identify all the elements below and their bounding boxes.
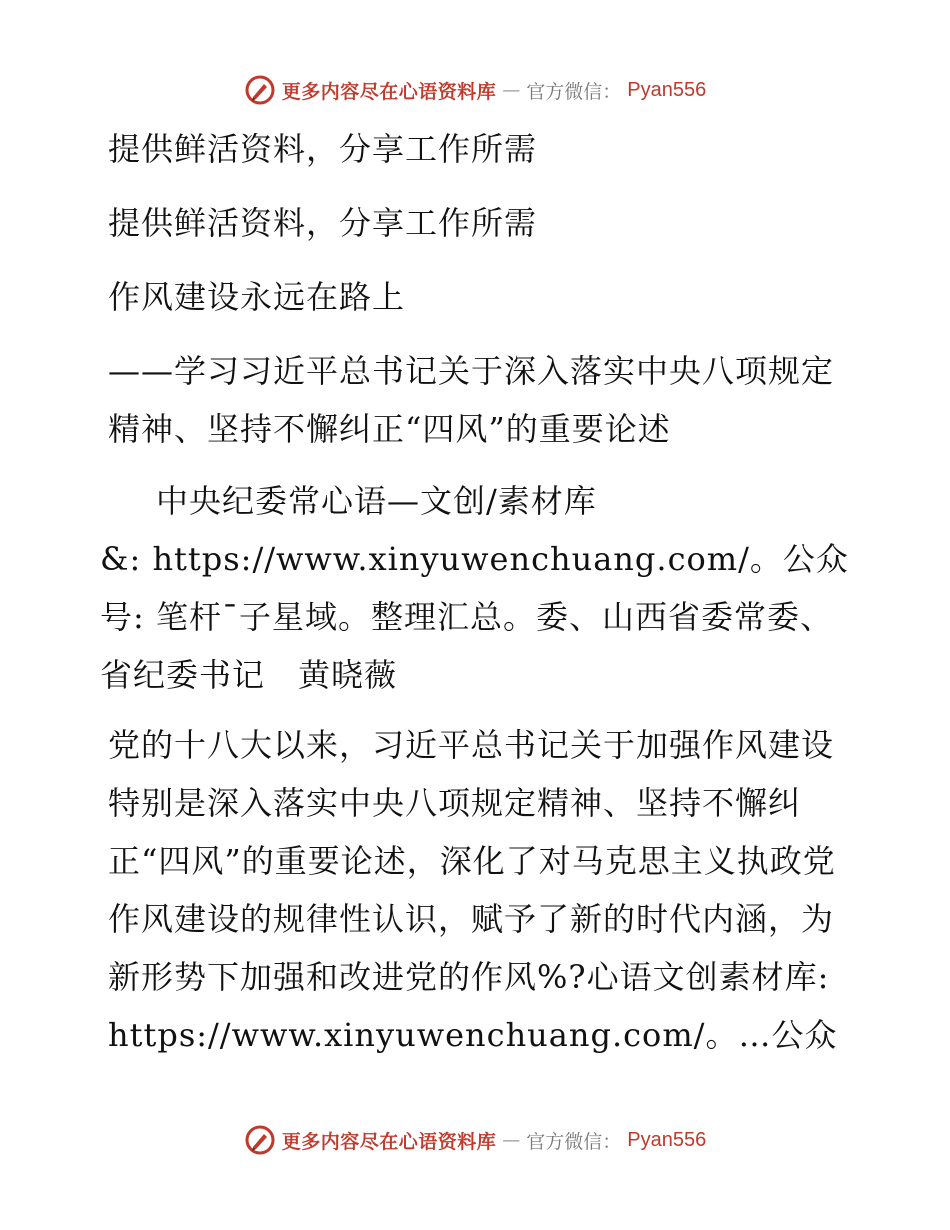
article-title: 作风建设永远在路上: [108, 278, 406, 316]
wechat-id: Pyan556: [627, 1128, 707, 1151]
tagline-line: 提供鲜活资料，分享工作所需: [108, 130, 538, 168]
source-line: 中央纪委常心语—文创/素材库: [156, 482, 597, 520]
separator-dash: —: [502, 79, 521, 101]
wechat-label: 官方微信：: [526, 80, 622, 103]
pen-logo-icon: [244, 1124, 276, 1156]
pen-logo-icon: [244, 74, 276, 106]
body-paragraph: 党的十八大以来，习近平总书记关于加强作风建设特别是深入落实中央八项规定精神、坚持不懈纠正“四风”的重要论述，深化了对马克思主义执政党作风建设的规律性认识，赋予了新的时代内涵，为新形势下加强和改进党的作风%?心语文创素材库: https://www.xinyuwenchuang.com/。…公众: [108, 726, 838, 1054]
footer-banner: [0, 1118, 950, 1162]
attribution-block: &: https://www.xinyuwenchuang.com/。公众号: 笔杆¯子星域。整理汇总。委、山西省委常委、省纪委书记 黄晓薇: [100, 540, 849, 694]
tagline-line-repeat: 提供鲜活资料，分享工作所需: [108, 204, 538, 242]
separator-dash: —: [502, 1129, 521, 1151]
header-banner: [0, 68, 950, 112]
article-subtitle: ——学习习近平总书记关于深入落实中央八项规定精神、坚持不懈纠正“四风”的重要论述: [108, 352, 835, 448]
promo-text: 更多内容尽在心语资料库: [281, 1130, 497, 1153]
wechat-label: 官方微信：: [526, 1130, 622, 1153]
promo-text: 更多内容尽在心语资料库: [281, 80, 497, 103]
document-body: [100, 120, 860, 1064]
wechat-id: Pyan556: [627, 78, 707, 101]
